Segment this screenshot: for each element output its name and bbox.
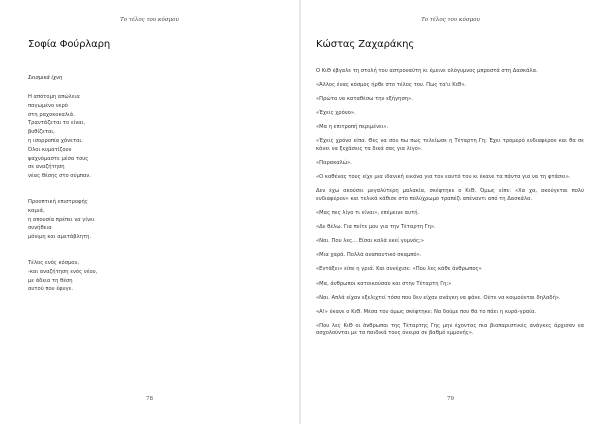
poem-stanza-2 [28,198,168,242]
right-page [301,0,600,424]
poem-line: Τέλος ενός κόσμου, [28,259,80,266]
paragraph: «Μα, άνθρωποι κατοικούσαν και στην Τέταρτη Γη;» [316,280,452,287]
poem-line: η απουσία πρέπει να γίνει [28,216,95,223]
poem-line: Η απότομη απώλεια [28,94,80,100]
running-head-left: Το τέλος του κόσμου [120,17,179,23]
poem-line: σε αναζήτηση [28,164,65,171]
paragraph: «Ναι. Απλά είχαν εξελιχτεί τόσο που δεν είχαν ανάγκη να φάνε. Ούτε να κοιμούνται δηλαδή». [316,294,561,301]
page-number-left: 78 [146,396,153,402]
author-name-right: Κώστας Ζαχαράκης [316,39,415,50]
poem-line: -και αναζήτηση ενός νέου, [28,268,98,275]
poem-line: παγωμένο νερό [28,102,68,109]
paragraph: «Μια χαρά. Πολλά αναπαυτικό σκαμπό». [316,252,422,259]
paragraph: «Εντάξει» είπε η γριά. Και συνέχισε: «Που λες κάθε άνθρωπος» [316,266,482,273]
poem-line: στη ραχοκοκαλιά. [28,111,75,118]
poem-line: καμιά, [28,207,45,214]
poem-line: μόνιμη και αμετάβλητη. [28,234,92,241]
poem-stanza-3 [28,259,168,294]
paragraph: «Μας πες λίγο τι είναι», επέμεινε αυτή. [316,210,420,217]
page-number-right: 79 [447,396,454,402]
poem-line: η ισορροπία χάνεται. [28,137,83,144]
paragraph: «Άλλος ένας κόσμος ήρθε στο τέλος του. Πως τα'ιι ΚιΘ». [316,82,467,89]
poem-line: με άδεια τη θέση [28,277,73,284]
poem-line: αυτού που έφυγε. [28,286,74,293]
paragraph: «Παρακαλώ». [316,160,352,167]
poem-body [28,93,168,311]
poem-stanza-1 [28,93,168,181]
paragraph: «Έχεις χρόνο είπα. Θες να σου πω πως τελείωσε η Τέταρτη Γη; Έχει τρομερό ενδιαφέρον και θα σε κάνει να ξεχάσεις τα δικά σας για λίγο». [316,138,584,153]
paragraph: «Δε θέλω. Για πείτε μου για την Τέταρτη Γη». [316,224,436,231]
paragraph: Ο ΚιΘ έβγαλε τη στολή του αστροναύτη κι έμεινε ολόγυμνος μπροστά στη Δασκάλα. [316,68,538,74]
author-name-left: Σοφία Φούρλαρη [28,39,111,50]
poem-line: βυθίζεται, [28,129,55,136]
running-head-right: Το τέλος του κόσμου [421,17,480,23]
paragraph: «Πρώτα να καταθέσω την εξήγηση». [316,96,413,103]
poem-line: νέας θέσης στο σύμπαν. [28,173,91,180]
poem-line: Τραντάζεται το είναι, [28,120,86,127]
paragraph: «Έχεις χρόνο». [316,110,356,117]
paragraph: «Ο καθένας τους είχε μια ιδανική εικόνα για τον εαυτό του κι έκανε τα πάντα για να τη φτάσει». [316,174,571,181]
poem-line: συνήθεια [28,225,52,232]
paragraph: «Μα η επιτροπή περιμένει». [316,124,389,131]
poem-line: ψαχνόμαστε μέσα τους [28,155,89,162]
poem-line: Προοπτική επιστροφής [28,198,88,205]
paragraph: «Που λες ΚιΘ οι άνθρωποι της Τέταρτης Γης μην έχοντας πια βιοπαριστικές ανάγκες άρχισαν να ασχολούνται με τα παιδικά τους όνειρα σε βαθμό εμμονής». [316,322,584,337]
paragraph: «Ναι. Που λες... Είσαι καλά εκεί γυμνός;» [316,238,425,245]
paragraph: Δεν έχω ακούσει μεγαλύτερη μαλακία, σκέφτηκε ο ΚιΘ. Όμως είπε: «Χα χα, ακούγεται πολύ ενδιαφέρον» και τελικά κάθισε στο πολύχρωμο τραπέζι απέναντι από τη Δασκάλα. [316,188,584,202]
prose-body [316,68,584,344]
poem-line: Όλοι κυματίζουν [28,146,72,153]
paragraph: «Α!» έκανε ο ΚιΘ. Μέσα του όμως σκέφτηκε: Να δούμε που θα το πάει η κυρά-γραία. [316,308,537,315]
left-page [0,0,299,424]
poem-title: Σεισμικά ίχνη [28,75,63,81]
